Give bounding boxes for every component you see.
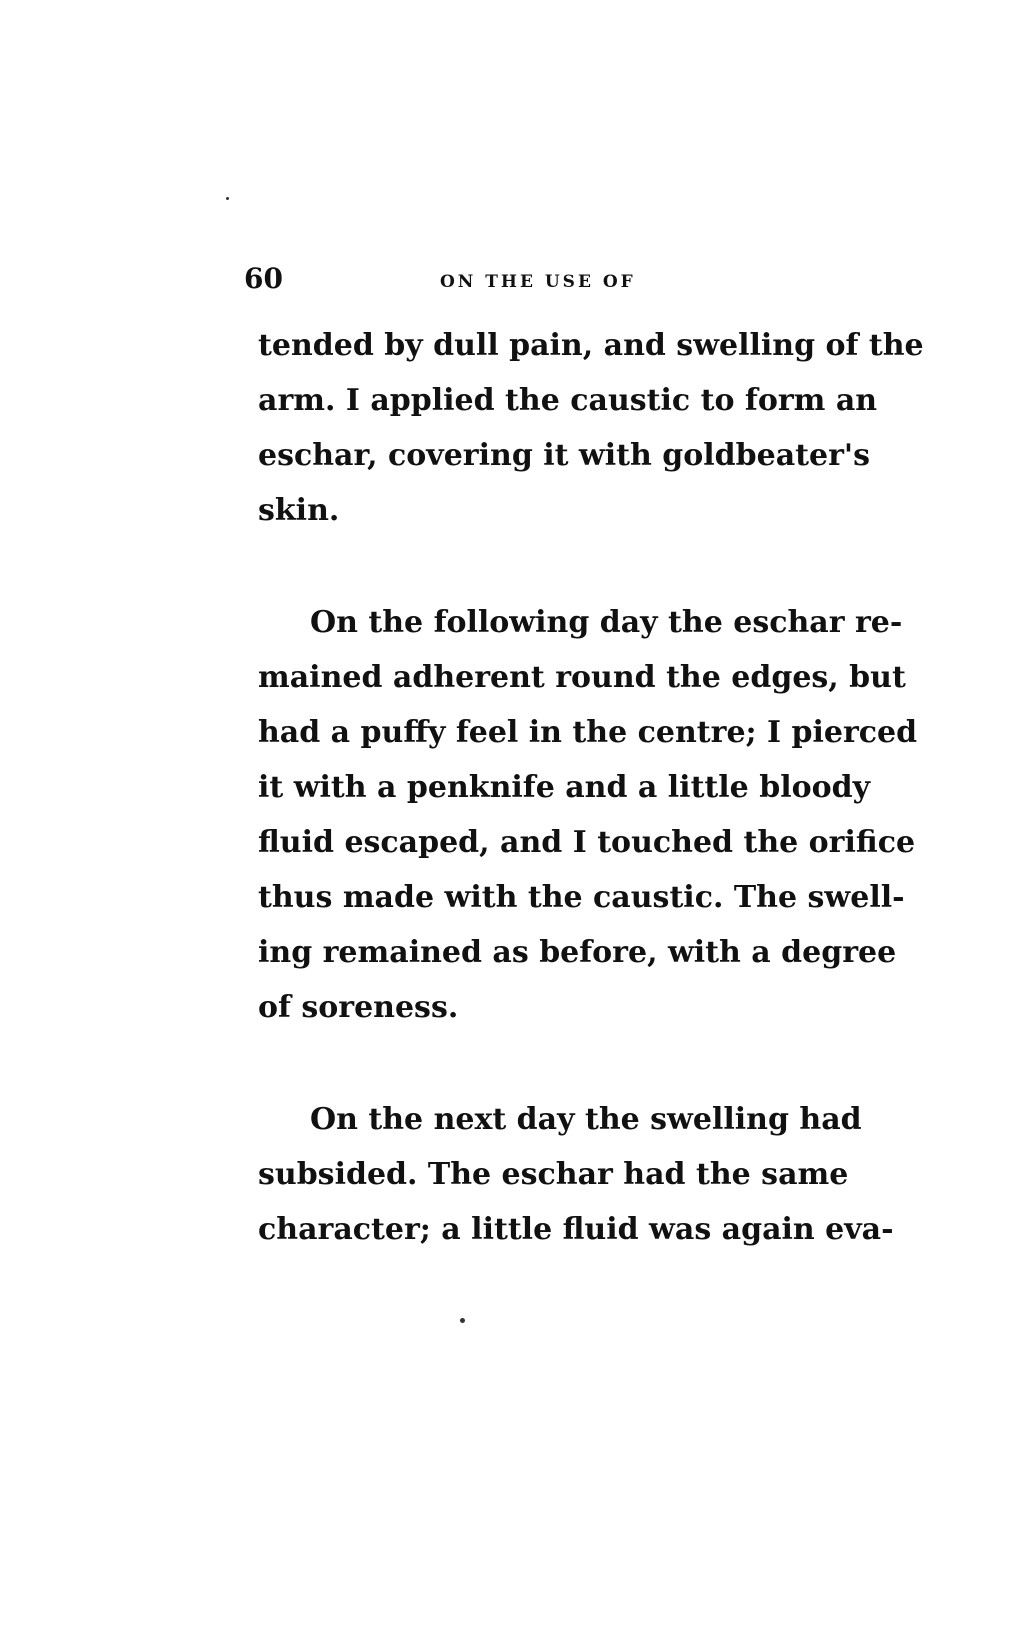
text-line: skin. — [258, 493, 340, 528]
text-line: tended by dull pain, and swelling of the — [258, 328, 924, 363]
text-line: it with a penknife and a little bloody — [258, 770, 871, 805]
text-line: eschar, covering it with goldbeater's — [258, 438, 870, 473]
text-line: subsided. The eschar had the same — [258, 1157, 849, 1192]
page-number: 60 — [244, 262, 283, 295]
text-line: of soreness. — [258, 990, 459, 1025]
text-line: On the following day the eschar re- — [310, 605, 903, 640]
text-line: thus made with the caustic. The swell- — [258, 880, 905, 915]
scan-speck — [226, 197, 229, 200]
text-line: arm. I applied the caustic to form an — [258, 383, 878, 418]
text-line: fluid escaped, and I touched the orifice — [258, 825, 916, 860]
text-line: character; a little fluid was again eva- — [258, 1212, 894, 1247]
scan-speck — [460, 1318, 465, 1323]
text-line: mained adherent round the edges, but — [258, 660, 906, 695]
running-head: ON THE USE OF — [440, 272, 636, 292]
text-line: On the next day the swelling had — [310, 1102, 862, 1137]
text-line: had a puffy feel in the centre; I pierced — [258, 715, 918, 750]
text-line: ing remained as before, with a degree — [258, 935, 897, 970]
